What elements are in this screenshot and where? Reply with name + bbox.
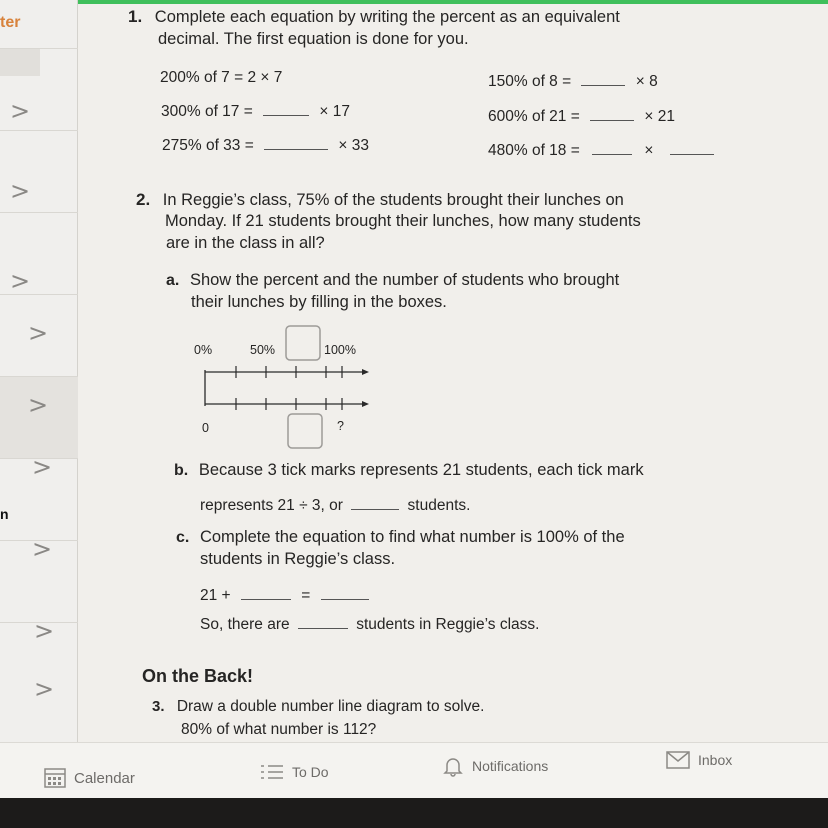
chevron-right-icon: > xyxy=(28,391,49,419)
q2a-letter: a. xyxy=(166,272,180,289)
q1-row2-right xyxy=(488,107,675,127)
student-line-arrow xyxy=(362,401,369,407)
q2c-equation xyxy=(200,586,369,606)
percent-line-arrow xyxy=(362,369,369,375)
q2-line1: In Reggie’s class, 75% of the students brought their lunches on xyxy=(162,191,624,209)
q2-block xyxy=(136,189,624,211)
tab-inbox[interactable] xyxy=(666,751,732,769)
q2a-line1: Show the percent and the number of students who brought xyxy=(189,271,620,289)
q2b-block xyxy=(174,460,644,481)
q3-line2: 80% of what number is 112? xyxy=(181,721,377,738)
q1-number: 1. xyxy=(128,7,143,26)
answer-blank[interactable] xyxy=(351,496,399,510)
answer-blank[interactable] xyxy=(298,615,348,629)
q1-row2-left-text: 300% of 17 = xyxy=(161,103,253,120)
tab-notifications[interactable] xyxy=(442,755,548,777)
sidebar-item[interactable] xyxy=(0,535,78,622)
on-the-back-heading: On the Back! xyxy=(142,666,254,686)
q1-line2: decimal. The first equation is done for you. xyxy=(158,30,469,48)
worksheet-photo xyxy=(110,0,828,760)
q1-row1-right xyxy=(488,72,658,92)
answer-blank[interactable] xyxy=(670,141,714,155)
tab-todo[interactable] xyxy=(260,763,329,781)
q1-row2-left xyxy=(161,102,350,122)
q2a-block xyxy=(166,270,619,291)
bottom-label-unknown: ? xyxy=(337,419,344,433)
chevron-right-icon: > xyxy=(34,617,55,645)
q2b-letter: b. xyxy=(174,462,189,479)
student-answer-box[interactable] xyxy=(288,414,322,448)
q1-line1: Complete each equation by writing the percent as an equivalent xyxy=(154,8,620,26)
q1-row3-right-text: 480% of 18 = xyxy=(488,142,580,159)
q1-row1-right-text: 150% of 8 = xyxy=(488,73,572,90)
answer-blank[interactable] xyxy=(321,586,369,600)
chevron-right-icon: > xyxy=(10,97,31,125)
q2c-so-lead: So, there are xyxy=(200,616,290,633)
chevron-right-icon: > xyxy=(10,267,31,295)
answer-blank[interactable] xyxy=(581,72,625,86)
tab-todo-label: To Do xyxy=(292,764,329,780)
q2c-block xyxy=(176,527,625,548)
chevron-right-icon: > xyxy=(10,177,31,205)
sidebar-item[interactable] xyxy=(0,130,78,212)
answer-blank[interactable] xyxy=(592,141,632,155)
q3-line1: Draw a double number line diagram to solve. xyxy=(176,698,485,715)
tab-calendar[interactable] xyxy=(44,767,135,789)
q2c-line2: students in Reggie’s class. xyxy=(200,550,396,568)
answer-blank[interactable] xyxy=(263,102,309,116)
tab-calendar-label: Calendar xyxy=(74,769,135,787)
chevron-right-icon: > xyxy=(28,319,49,347)
answer-blank[interactable] xyxy=(590,107,634,121)
bottom-label-0: 0 xyxy=(202,421,209,435)
tab-inbox-label: Inbox xyxy=(698,752,733,768)
sidebar-item[interactable] xyxy=(0,453,78,540)
q2c-line1: Complete the equation to find what number is 100% of the xyxy=(199,528,625,546)
sidebar-item[interactable] xyxy=(0,376,78,458)
q2c-so-tail: students in Reggie’s class. xyxy=(356,616,540,633)
q1-row1-right-mult: × 8 xyxy=(635,73,658,90)
q2b-line2-tail: students. xyxy=(407,497,471,514)
q2-line2: Monday. If 21 students brought their lunches, how many students xyxy=(165,212,641,230)
answer-blank[interactable] xyxy=(241,586,291,600)
q1-row1-left: 200% of 7 = 2 × 7 xyxy=(160,69,283,86)
q2c-eq-equals: = xyxy=(301,587,311,604)
percent-answer-box[interactable] xyxy=(286,326,320,360)
q3-block xyxy=(152,697,484,717)
chevron-right-icon: > xyxy=(34,675,55,703)
top-label-0: 0% xyxy=(194,343,213,357)
double-number-line xyxy=(186,322,386,452)
device-bezel xyxy=(0,798,828,828)
q1-row2-left-mult: × 17 xyxy=(319,103,351,120)
q2c-letter: c. xyxy=(176,529,190,546)
q2a-line2: their lunches by filling in the boxes. xyxy=(191,293,447,311)
bottom-tab-bar xyxy=(0,742,828,798)
sidebar-item[interactable] xyxy=(0,48,78,130)
q3-number: 3. xyxy=(152,698,165,715)
sidebar-item[interactable] xyxy=(0,294,78,376)
q2-line3: are in the class in all? xyxy=(166,234,325,252)
todo-list-icon xyxy=(260,763,284,781)
calendar-icon xyxy=(44,767,66,789)
q2b-line2-text: represents 21 ÷ 3, or xyxy=(200,497,343,514)
bell-icon xyxy=(442,755,464,777)
envelope-icon xyxy=(666,751,690,769)
sidebar-mark-fragment: n xyxy=(0,506,9,522)
q2c-eq-lead: 21 + xyxy=(200,587,231,604)
chevron-right-icon: > xyxy=(32,535,53,563)
top-label-50: 50% xyxy=(250,343,276,357)
q2b-line1: Because 3 tick marks represents 21 students, each tick mark xyxy=(198,461,644,479)
top-label-100: 100% xyxy=(324,343,356,357)
q1-row2-right-text: 600% of 21 = xyxy=(488,108,580,125)
sidebar-item[interactable] xyxy=(0,212,78,294)
chevron-right-icon: > xyxy=(32,453,53,481)
sidebar-item[interactable] xyxy=(0,617,78,704)
q1-row3-left-mult: × 33 xyxy=(338,137,370,154)
q2c-answer-sentence xyxy=(200,615,539,635)
q1-row3-left-text: 275% of 33 = xyxy=(162,137,254,154)
q1-row2-right-mult: × 21 xyxy=(644,108,676,125)
sidebar-brand-fragment: ter xyxy=(0,14,21,31)
q2b-line2 xyxy=(200,496,470,516)
q1-row3-right xyxy=(488,141,714,161)
tab-notifications-label: Notifications xyxy=(472,758,549,774)
q1-row3-right-mult: × xyxy=(644,142,654,159)
answer-blank[interactable] xyxy=(264,136,328,150)
q2-number: 2. xyxy=(136,190,151,209)
q1-row3-left xyxy=(162,136,369,156)
course-sidebar xyxy=(0,0,78,760)
q1-block xyxy=(128,6,620,28)
